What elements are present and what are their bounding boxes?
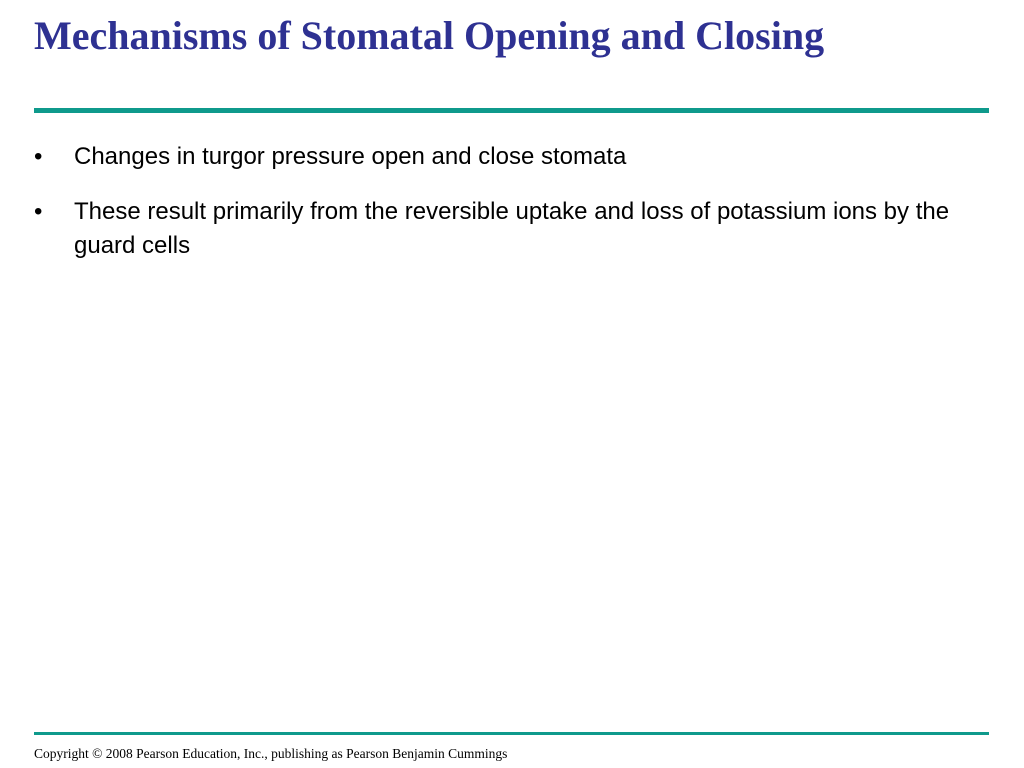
bullet-item xyxy=(34,195,984,263)
bullet-dot-icon: • xyxy=(34,198,43,225)
footer-divider xyxy=(34,732,989,735)
slide-title: Mechanisms of Stomatal Opening and Closing xyxy=(34,13,825,58)
copyright-footer: Copyright © 2008 Pearson Education, Inc., publishing as Pearson Benjamin Cummings xyxy=(34,746,508,761)
bullet-text: These result primarily from the reversible uptake and loss of potassium ions by the guard cells xyxy=(74,198,950,259)
title-divider xyxy=(34,108,989,113)
bullet-item xyxy=(34,140,984,174)
bullet-list xyxy=(34,140,984,284)
bullet-dot-icon: • xyxy=(34,143,43,170)
bullet-text: Changes in turgor pressure open and close stomata xyxy=(74,143,627,170)
